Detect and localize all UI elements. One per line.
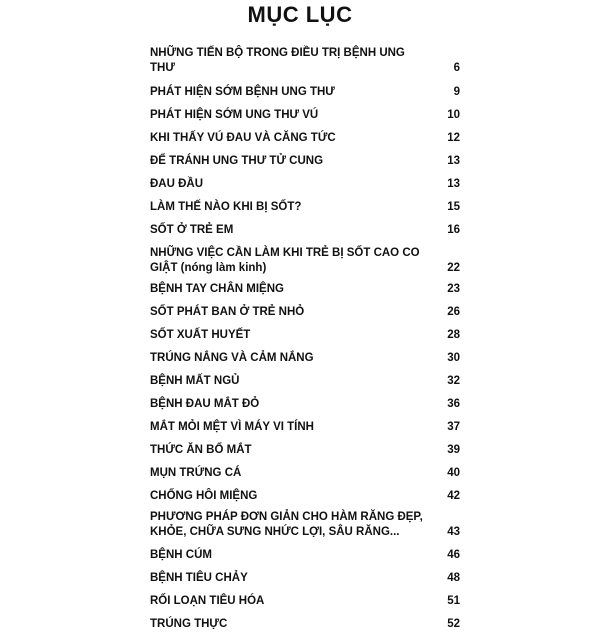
toc-entry — [150, 131, 460, 146]
toc-entry — [150, 282, 460, 297]
toc-entry-title-line: KHỎE, CHỮA SƯNG NHỨC LỢI, SÂU RĂNG... — [150, 526, 400, 538]
toc-entry-title-line: ĐAU ĐẦU — [150, 178, 204, 190]
toc-entry-title-line: PHÁT HIỆN SỚM UNG THƯ VÚ — [150, 109, 319, 121]
toc-entry-page-number: 16 — [447, 224, 460, 236]
toc-entry — [150, 594, 460, 609]
toc-entry-title — [150, 397, 425, 412]
toc-entry-title — [150, 548, 425, 563]
toc-entry — [150, 510, 460, 540]
toc-entry-title-line: BỆNH CÚM — [150, 549, 212, 561]
toc-entry-title — [150, 223, 425, 238]
toc-entry-page-number: 13 — [447, 178, 460, 190]
toc-entry-page-number: 30 — [447, 352, 460, 364]
toc-entry-page-number: 52 — [447, 618, 460, 630]
toc-entry — [150, 200, 460, 215]
toc-entry-title — [150, 200, 425, 215]
toc-entry — [150, 328, 460, 343]
toc-entry — [150, 223, 460, 238]
toc-entry-page-number: 42 — [447, 490, 460, 502]
toc-entry-title — [150, 466, 425, 481]
toc-entry-title-line: BỆNH MẤT NGỦ — [150, 375, 240, 387]
toc-entry-title — [150, 617, 425, 632]
toc-entry-page-number: 26 — [447, 306, 460, 318]
toc-list — [150, 38, 460, 632]
toc-entry-title-line: BỆNH TAY CHÂN MIỆNG — [150, 283, 284, 295]
toc-entry — [150, 246, 460, 276]
toc-entry-title — [150, 282, 425, 297]
toc-entry — [150, 548, 460, 563]
toc-entry-title — [150, 443, 425, 458]
page-title: MỤC LỤC — [247, 2, 353, 27]
toc-entry-page-number: 10 — [447, 109, 460, 121]
toc-entry-title-line: BỆNH TIÊU CHẢY — [150, 572, 248, 584]
toc-entry-title — [150, 489, 425, 504]
toc-entry-title-line: NHỮNG TIẾN BỘ TRONG ĐIỀU TRỊ BỆNH UNG THƯ — [150, 47, 405, 74]
toc-entry-page-number: 28 — [447, 329, 460, 341]
toc-entry — [150, 571, 460, 586]
toc-entry-page-number: 40 — [447, 467, 460, 479]
toc-entry — [150, 177, 460, 192]
toc-entry — [150, 617, 460, 632]
toc-entry — [150, 443, 460, 458]
toc-entry — [150, 108, 460, 123]
toc-entry-title-line: THỨC ĂN BỔ MẮT — [150, 444, 252, 456]
toc-entry-page-number: 9 — [453, 86, 460, 98]
toc-entry-title — [150, 571, 425, 586]
toc-entry-title-line: KHI THẤY VÚ ĐAU VÀ CĂNG TỨC — [150, 132, 336, 144]
toc-entry-title-line: TRÚNG THỰC — [150, 618, 228, 630]
toc-entry — [150, 397, 460, 412]
toc-entry-title-line: PHƯƠNG PHÁP ĐƠN GIẢN CHO HÀM RĂNG ĐẸP, — [150, 511, 423, 523]
toc-entry-title-line: SỐT Ở TRẺ EM — [150, 224, 234, 236]
toc-entry-page-number: 12 — [447, 132, 460, 144]
toc-entry-title — [150, 85, 425, 100]
toc-entry-title — [150, 177, 425, 192]
toc-entry-title-line: GIẬT (nóng làm kinh) — [150, 262, 267, 274]
toc-entry-title — [150, 108, 425, 123]
toc-entry-title — [150, 131, 425, 146]
toc-entry-title — [150, 328, 425, 343]
toc-entry-page-number: 13 — [447, 155, 460, 167]
toc-entry — [150, 374, 460, 389]
toc-entry-title-line: SỐT PHÁT BAN Ở TRẺ NHỎ — [150, 306, 305, 318]
toc-entry-title-line: RỐI LOẠN TIÊU HÓA — [150, 595, 265, 607]
toc-entry-title — [150, 305, 425, 320]
toc-entry — [150, 351, 460, 366]
toc-entry — [150, 305, 460, 320]
toc-entry — [150, 420, 460, 435]
toc-entry-title-line: MỤN TRỨNG CÁ — [150, 467, 242, 479]
toc-entry-title-line: NHỮNG VIỆC CẦN LÀM KHI TRẺ BỊ SỐT CAO CO — [150, 247, 420, 259]
toc-entry-title — [150, 246, 425, 276]
toc-entry-page-number: 22 — [447, 262, 460, 274]
toc-entry-title — [150, 374, 425, 389]
toc-entry-title-line: BỆNH ĐAU MẮT ĐỎ — [150, 398, 260, 410]
toc-entry-title — [150, 46, 425, 76]
toc-entry-page-number: 15 — [447, 201, 460, 213]
toc-entry-page-number: 32 — [447, 375, 460, 387]
toc-entry — [150, 154, 460, 169]
toc-entry-title — [150, 510, 425, 540]
toc-entry-title-line: TRÚNG NẮNG VÀ CẢM NẮNG — [150, 352, 314, 364]
toc-entry — [150, 466, 460, 481]
toc-entry-title-line: MẮT MỎI MỆT VÌ MÁY VI TÍNH — [150, 421, 314, 433]
toc-entry-page-number: 23 — [447, 283, 460, 295]
toc-entry-title-line: PHÁT HIỆN SỚM BỆNH UNG THƯ — [150, 86, 335, 98]
toc-entry-title-line: LÀM THẾ NÀO KHI BỊ SỐT? — [150, 201, 302, 213]
toc-entry-title-line: SỐT XUẤT HUYẾT — [150, 329, 251, 341]
toc-entry-page-number: 6 — [453, 62, 460, 74]
toc-entry-page-number: 39 — [447, 444, 460, 456]
toc-entry-page-number: 46 — [447, 549, 460, 561]
toc-entry-page-number: 51 — [447, 595, 460, 607]
toc-entry-page-number: 36 — [447, 398, 460, 410]
toc-entry-title — [150, 420, 425, 435]
toc-entry-title-line: ĐỂ TRÁNH UNG THƯ TỬ CUNG — [150, 155, 324, 167]
toc-entry — [150, 489, 460, 504]
toc-entry-title — [150, 351, 425, 366]
toc-entry-title-line: CHỐNG HÔI MIỆNG — [150, 490, 258, 502]
toc-entry-title — [150, 594, 425, 609]
toc-entry-title — [150, 154, 425, 169]
toc-entry-page-number: 37 — [447, 421, 460, 433]
toc-entry — [150, 85, 460, 100]
toc-entry-page-number: 43 — [447, 526, 460, 538]
toc-entry-page-number: 48 — [447, 572, 460, 584]
toc-entry — [150, 46, 460, 76]
